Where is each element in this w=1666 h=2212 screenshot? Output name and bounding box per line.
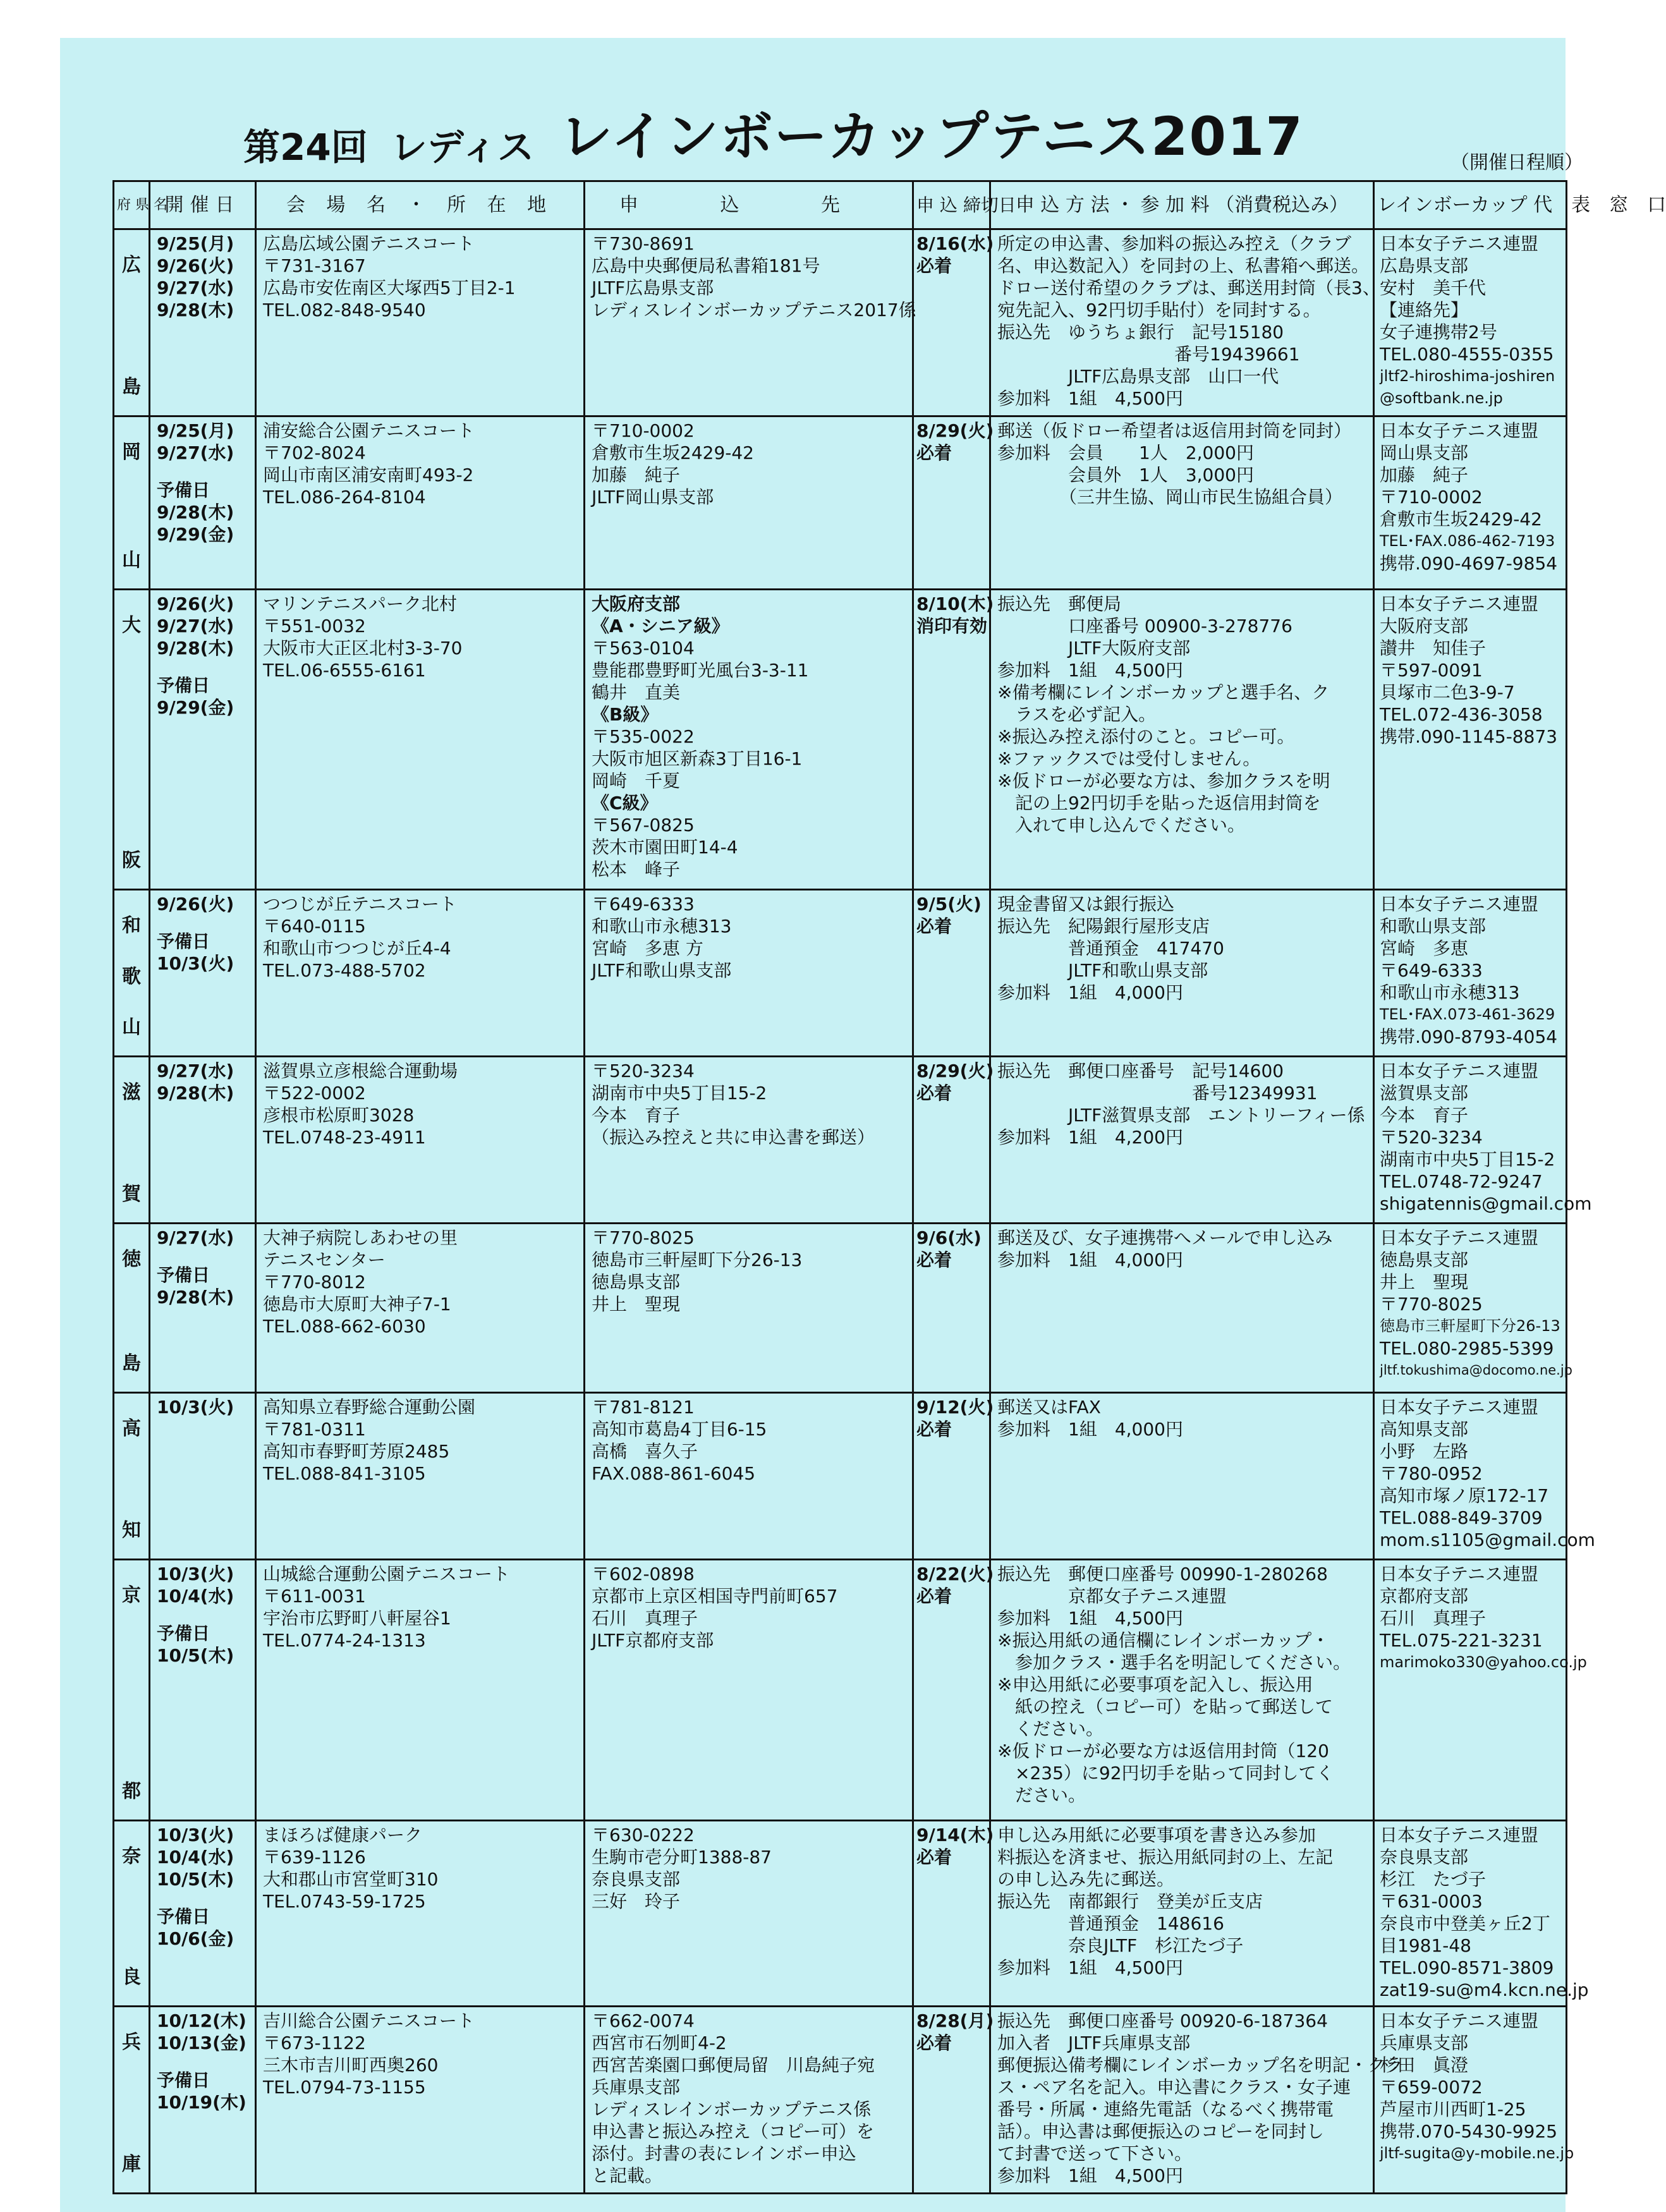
cell-dates xyxy=(150,590,256,890)
prefecture-char-top: 和 xyxy=(122,915,141,937)
venue-text: つつじが丘テニスコート 〒640-0115 和歌山市つつじが丘4-4 TEL.073-488-5702 xyxy=(263,894,457,981)
apply-b-text: 〒535-0022 大阪市旭区新森3丁目16-1 岡崎 千夏 xyxy=(592,726,803,791)
header-pref: 府 県 名 xyxy=(114,181,150,229)
prefecture-char-top: 岡 xyxy=(122,441,141,463)
cell-deadline xyxy=(913,890,990,1057)
cell-deadline xyxy=(913,590,994,890)
rep-extra-text: 携帯.090-8793-4054 xyxy=(1380,1026,1558,1047)
prefecture-char-top: 京 xyxy=(122,1584,141,1607)
cell-representative xyxy=(1374,1393,1595,1560)
table-row xyxy=(114,1821,1567,2007)
event-dates: 9/25(月) 9/27(水) xyxy=(157,420,234,463)
cell-apply-to xyxy=(585,890,913,1057)
prefecture-char-bottom: 賀 xyxy=(122,1183,141,1205)
cell-venue xyxy=(256,890,585,1057)
rep-text: 日本女子テニス連盟 京都府支部 石川 真理子 TEL.075-221-3231 xyxy=(1380,1564,1543,1651)
venue-text: 浦安総合公園テニスコート 〒702-8024 岡山市南区浦安南町493-2 TEL.086-264-8104 xyxy=(263,420,475,507)
apply-b-head: 《B級》 xyxy=(592,704,659,725)
prefecture-char-bottom: 良 xyxy=(122,1966,141,1988)
reserve-dates: 10/6(金) xyxy=(157,1928,234,1949)
rep-text: 日本女子テニス連盟 岡山県支部 加藤 純子 〒710-0002 倉敷市生坂2429-42 xyxy=(1380,420,1542,530)
cell-representative xyxy=(1374,416,1567,590)
deadline-text: 9/5(火) 必着 xyxy=(916,894,982,937)
title-main: レインボーカップテニス2017 xyxy=(559,106,1304,167)
event-dates: 9/26(火) xyxy=(157,894,234,915)
rep-text: 日本女子テニス連盟 奈良県支部 杉江 たづ子 〒631-0003 奈良市中登美ヶ丘2丁 目1981-48 TEL.090-8571-3809 zat19-su@m4.kcn.ne.jp xyxy=(1380,1825,1589,2000)
reserve-dates: 9/28(木) 9/29(金) xyxy=(157,502,234,545)
header-row xyxy=(114,181,1567,229)
cell-method xyxy=(990,1393,1374,1560)
cell-apply-to xyxy=(585,590,913,890)
table-row xyxy=(114,1560,1567,1821)
cell-venue xyxy=(256,1057,585,1224)
prefecture-char-bottom: 山 xyxy=(122,549,141,571)
reserve-label: 予備日 xyxy=(157,480,210,501)
table-row xyxy=(114,1224,1567,1393)
cell-deadline xyxy=(913,1057,994,1224)
apply-text: 〒520-3234 湖南市中央5丁目15-2 今本 育子 （振込み控えと共に申込書を郵送） xyxy=(592,1060,875,1148)
cell-venue xyxy=(256,2007,585,2194)
prefecture-char-bottom: 知 xyxy=(122,1519,141,1541)
title-edition: 第24回 xyxy=(243,126,368,169)
cell-prefecture xyxy=(114,1560,150,1821)
rep-text: 日本女子テニス連盟 徳島県支部 井上 聖現 〒770-8025 xyxy=(1380,1227,1538,1315)
prefecture-char-mid: 歌 xyxy=(122,965,141,988)
cell-venue xyxy=(256,1560,585,1821)
venue-text: マリンテニスパーク北村 〒551-0032 大阪市大正区北村3-3-70 TEL.06-6555-6161 xyxy=(263,593,463,681)
cell-deadline xyxy=(913,1560,994,1821)
rep-small-text: TEL･FAX.073-461-3629 xyxy=(1380,1006,1555,1023)
method-text: 振込先 郵便口座番号 記号14600 番号12349931 JLTF滋賀県支部 エントリーフィー係 参加料 1組 4,200円 xyxy=(997,1060,1365,1148)
cell-representative xyxy=(1374,1057,1592,1224)
cell-prefecture xyxy=(114,1057,150,1224)
rep-email: jltf.tokushima@docomo.ne.jp xyxy=(1380,1363,1573,1378)
table-row xyxy=(114,2007,1567,2194)
prefecture-char-bottom: 庫 xyxy=(122,2153,141,2175)
cell-prefecture xyxy=(114,416,150,590)
order-note: （開催日程順） xyxy=(1450,152,1583,174)
cell-venue xyxy=(256,1393,585,1560)
prefecture-char-top: 兵 xyxy=(122,2031,141,2053)
cell-apply-to xyxy=(585,229,916,416)
rep-text: 日本女子テニス連盟 広島県支部 安村 美千代 【連絡先】 女子連携帯2号 TEL.080-4555-0355 xyxy=(1380,233,1554,365)
rep-small-text: TEL･FAX.086-462-7193 xyxy=(1380,532,1555,550)
method-text: 郵送（仮ドロー希望者は返信用封筒を同封） 参加料 会員 1人 2,000円 会員外 1人 3,000円 （三井生協、岡山市民生協組合員） xyxy=(997,420,1352,507)
rep-text: 日本女子テニス連盟 兵庫県支部 杉田 眞澄 〒659-0072 芦屋市川西町1-25 携帯.070-5430-9925 xyxy=(1380,2010,1558,2142)
method-text: 郵送又はFAX 参加料 1組 4,000円 xyxy=(997,1397,1183,1440)
rep-text: 日本女子テニス連盟 滋賀県支部 今本 育子 〒520-3234 湖南市中央5丁目15-2 TEL.0748-72-9247 shigatennis@gmail.com xyxy=(1380,1060,1592,1214)
reserve-label: 予備日 xyxy=(157,675,210,696)
cell-representative xyxy=(1374,1821,1589,2007)
cell-method xyxy=(990,1560,1374,1821)
deadline-text: 9/6(水) 必着 xyxy=(916,1227,982,1270)
cell-method xyxy=(990,1821,1374,2007)
header-venue: 会 場 名 ・ 所 在 地 xyxy=(256,181,585,229)
deadline-text: 8/16(水) 必着 xyxy=(916,233,994,276)
cell-representative xyxy=(1374,590,1567,890)
cell-method xyxy=(990,229,1380,416)
venue-text: 吉川総合公園テニスコート 〒673-1122 三木市吉川町西奥260 TEL.0794-73-1155 xyxy=(263,2010,475,2098)
cell-method xyxy=(990,2007,1403,2194)
cell-dates xyxy=(150,1057,256,1224)
prefecture-char-top: 大 xyxy=(122,614,141,636)
cell-deadline xyxy=(913,416,994,590)
apply-head: 大阪府支部 《A・シニア級》 xyxy=(592,593,729,636)
venue-text: 高知県立春野総合運動公園 〒781-0311 高知市春野町芳原2485 TEL.088-841-3105 xyxy=(263,1397,476,1484)
apply-text: 〒730-8691 広島中央郵便局私書箱181号 JLTF広島県支部 レディスレインボーカップテニス2017係 xyxy=(592,233,916,320)
rep-small-text: 徳島市三軒屋町下分26-13 xyxy=(1380,1317,1560,1335)
cell-prefecture xyxy=(114,229,150,416)
cell-dates xyxy=(150,2007,256,2194)
cell-representative xyxy=(1374,1224,1573,1393)
rep-small-text: marimoko330@yahoo.co.jp xyxy=(1380,1653,1587,1671)
reserve-dates: 9/28(木) xyxy=(157,1287,234,1308)
apply-text: 〒563-0104 豊能郡豊野町光風台3-3-11 鶴井 直美 xyxy=(592,638,809,703)
prefecture-char-bottom: 島 xyxy=(122,376,141,398)
cell-venue xyxy=(256,1224,585,1393)
event-dates: 9/27(水) xyxy=(157,1227,234,1248)
cell-prefecture xyxy=(114,2007,150,2194)
cell-venue xyxy=(256,229,585,416)
table-row xyxy=(114,1057,1567,1224)
table-row xyxy=(114,416,1567,590)
cell-dates xyxy=(150,416,256,590)
reserve-dates: 10/3(火) xyxy=(157,953,234,974)
table-row xyxy=(114,1393,1567,1560)
header-deadline: 申 込 締切日 xyxy=(913,181,990,229)
prefecture-char-top: 滋 xyxy=(122,1081,141,1103)
cell-method xyxy=(990,416,1374,590)
cell-venue xyxy=(256,416,585,590)
method-text: 申し込み用紙に必要事項を書き込み参加 料振込を済ませ、振込用紙同封の上、左記 の申し込み先に郵送。 振込先 南都銀行 登美が丘支店 普通預金 148616 奈良JLTF 杉江たづ子 参加料 1組 4,500円 xyxy=(997,1825,1334,1978)
deadline-text: 8/10(木) 消印有効 xyxy=(916,593,994,636)
reserve-dates: 9/29(金) xyxy=(157,697,234,718)
cell-representative xyxy=(1374,890,1567,1057)
cell-method xyxy=(990,890,1374,1057)
cell-dates xyxy=(150,229,256,416)
apply-text: 〒781-8121 高知市葛島4丁目6-15 高橋 喜久子 FAX.088-861-6045 xyxy=(592,1397,767,1484)
apply-c-text: 〒567-0825 茨木市園田町14-4 松本 峰子 xyxy=(592,815,738,880)
deadline-text: 9/12(火) 必着 xyxy=(916,1397,994,1440)
rep-small-text: jltf2-hiroshima-joshiren @softbank.ne.jp xyxy=(1380,367,1555,407)
rep-text: 日本女子テニス連盟 高知県支部 小野 左路 〒780-0952 高知市塚ノ原172-17 TEL.088-849-3709 mom.s1105@gmail.com xyxy=(1380,1397,1595,1550)
cell-prefecture xyxy=(114,1393,150,1560)
deadline-text: 8/29(火) 必着 xyxy=(916,420,994,463)
apply-text: 〒710-0002 倉敷市生坂2429-42 加藤 純子 JLTF岡山県支部 xyxy=(592,420,754,507)
prefecture-char-top: 奈 xyxy=(122,1845,141,1868)
rep-text: 日本女子テニス連盟 和歌山県支部 宮崎 多恵 〒649-6333 和歌山市永穂313 xyxy=(1380,894,1538,1003)
method-text: 振込先 郵便口座番号 00920-6-187364 加入者 JLTF兵庫県支部 郵便振込備考欄にレインボーカップ名を明記・クラ ス・ペア名を記入。申込書にクラス・女子連 番号・所属・連絡先電話（なるべく携帯電 話）。申込書は郵便振込のコピーを同封し て封書で送って下さい。 参加料 1組 4,500円 xyxy=(997,2010,1403,2186)
table-row xyxy=(114,890,1567,1057)
venue-text: 広島広域公園テニスコート 〒731-3167 広島市安佐南区大塚西5丁目2-1 TEL.082-848-9540 xyxy=(263,233,516,320)
title-ladies: レディス xyxy=(390,126,535,169)
cell-apply-to xyxy=(585,416,913,590)
venue-text: まほろば健康パーク 〒639-1126 大和郡山市宮堂町310 TEL.0743-59-1725 xyxy=(263,1825,439,1912)
cell-dates xyxy=(150,1224,256,1393)
table-row xyxy=(114,229,1567,416)
cell-dates xyxy=(150,1393,256,1560)
cell-apply-to xyxy=(585,1393,913,1560)
method-text: 振込先 郵便口座番号 00990-1-280268 京都女子テニス連盟 参加料 1組 4,500円 ※振込用紙の通信欄にレインボーカップ・ 参加クラス・選手名を明記してください。 ※申込用紙に必要事項を記入し、振込用 紙の控え（コピー可）を貼って郵送して ください。 ※仮ドローが必要な方は返信用封筒（120 ×235）に92円切手を貼って同封してく ださい。 xyxy=(997,1564,1351,1806)
venue-text: 山城総合運動公園テニスコート 〒611-0031 宇治市広野町八軒屋谷1 TEL.0774-24-1313 xyxy=(263,1564,510,1651)
deadline-text: 8/28(月) 必着 xyxy=(916,2010,994,2053)
prefecture-char-bottom: 阪 xyxy=(122,849,141,872)
page-title xyxy=(243,76,1318,171)
event-dates: 10/3(火) xyxy=(157,1397,234,1418)
cell-venue xyxy=(256,590,585,890)
venue-text: 滋賀県立彦根総合運動場 〒522-0002 彦根市松原町3028 TEL.0748-23-4911 xyxy=(263,1060,458,1148)
cell-dates xyxy=(150,1560,256,1821)
cell-deadline xyxy=(913,1821,994,2007)
prefecture-char-top: 高 xyxy=(122,1418,141,1440)
method-text: 振込先 郵便局 口座番号 00900-3-278776 JLTF大阪府支部 参加料 1組 4,500円 ※備考欄にレインボーカップと選手名、ク ラスを必ず記入。 ※振込み控え添付のこと。コピー可。 ※ファックスでは受付しません。 ※仮ドローが必要な方は、参加クラスを明 記の上92円切手を貼った返信用封筒を 入れて申し込んでください。 xyxy=(997,593,1330,836)
apply-text: 〒630-0222 生駒市壱分町1388-87 奈良県支部 三好 玲子 xyxy=(592,1825,772,1912)
cell-apply-to xyxy=(585,1560,913,1821)
reserve-label: 予備日 xyxy=(157,1906,210,1927)
cell-representative xyxy=(1374,229,1567,416)
reserve-label: 予備日 xyxy=(157,931,210,952)
deadline-text: 8/22(火) 必着 xyxy=(916,1564,994,1607)
schedule-body xyxy=(114,229,1595,2194)
schedule-table xyxy=(112,180,1666,2194)
rep-extra-text: 携帯.090-4697-9854 xyxy=(1380,553,1558,574)
event-dates: 10/3(火) 10/4(水) xyxy=(157,1564,234,1607)
cell-method xyxy=(990,1224,1374,1393)
reserve-label: 予備日 xyxy=(157,1265,210,1285)
cell-deadline xyxy=(913,1393,994,1560)
cell-deadline xyxy=(913,1224,990,1393)
reserve-label: 予備日 xyxy=(157,1623,210,1644)
deadline-text: 9/14(木) 必着 xyxy=(916,1825,994,1868)
venue-text: 大神子病院しあわせの里 テニスセンター 〒770-8012 徳島市大原町大神子7-1 TEL.088-662-6030 xyxy=(263,1227,458,1337)
prefecture-char-top: 徳 xyxy=(122,1248,141,1270)
cell-dates xyxy=(150,1821,256,2007)
method-text: 所定の申込書、参加料の振込み控え（クラブ 名、申込数記入）を同封の上、私書箱へ郵送。 ドロー送付希望のクラブは、郵送用封筒（長3、 宛先記入、92円切手貼付）を同封する。 振込先 ゆうちょ銀行 記号15180 番号19439661 JLTF広島県支部 山口一代 参加料 1組 4,500円 xyxy=(997,233,1380,409)
header-date: 開催日 xyxy=(150,181,256,229)
header-apply-to: 申 込 先 xyxy=(585,181,913,229)
event-dates: 10/3(火) 10/4(水) 10/5(木) xyxy=(157,1825,234,1890)
apply-c-head: 《C級》 xyxy=(592,793,658,813)
prefecture-char-top: 広 xyxy=(122,254,141,276)
cell-prefecture xyxy=(114,1821,150,2007)
reserve-dates: 10/19(木) xyxy=(157,2092,246,2113)
rep-extra-text: TEL.080-2985-5399 xyxy=(1380,1338,1554,1359)
prefecture-char-bottom: 山 xyxy=(122,1016,141,1038)
cell-apply-to xyxy=(585,1821,913,2007)
cell-prefecture xyxy=(114,1224,150,1393)
deadline-text: 8/29(火) 必着 xyxy=(916,1060,994,1103)
cell-dates xyxy=(150,890,256,1057)
cell-prefecture xyxy=(114,890,150,1057)
cell-method xyxy=(990,1057,1374,1224)
cell-apply-to xyxy=(585,1224,913,1393)
apply-text: 〒602-0898 京都市上京区相国寺門前町657 石川 真理子 JLTF京都府支部 xyxy=(592,1564,838,1651)
reserve-label: 予備日 xyxy=(157,2070,210,2091)
reserve-dates: 10/5(木) xyxy=(157,1645,234,1666)
event-dates: 9/27(水) 9/28(木) xyxy=(157,1060,234,1103)
rep-small-text: jltf-sugita@y-mobile.ne.jp xyxy=(1380,2144,1574,2162)
header-representative: レインボーカップ 代 表 窓 口 xyxy=(1374,181,1567,229)
rep-text: 日本女子テニス連盟 大阪府支部 讃井 知佳子 〒597-0091 貝塚市二色3-9-7 TEL.072-436-3058 携帯.090-1145-8873 xyxy=(1380,593,1558,747)
apply-text: 〒649-6333 和歌山市永穂313 宮崎 多恵 方 JLTF和歌山県支部 xyxy=(592,894,732,981)
apply-text: 〒662-0074 西宮市石刎町4-2 西宮苦楽園口郵便局留 川島純子宛 兵庫県支部 レディスレインボーカップテニス係 申込書と振込み控え（コピー可）を 添付。封書の表にレインボー申込 と記載。 xyxy=(592,2010,875,2186)
cell-apply-to xyxy=(585,1057,913,1224)
cell-representative xyxy=(1374,1560,1587,1821)
prefecture-char-bottom: 島 xyxy=(122,1352,141,1375)
cell-deadline xyxy=(913,229,994,416)
cell-apply-to xyxy=(585,2007,913,2194)
apply-text: 〒770-8025 徳島市三軒屋町下分26-13 徳島県支部 井上 聖現 xyxy=(592,1227,803,1315)
event-dates: 10/12(木) 10/13(金) xyxy=(157,2010,246,2053)
table-row xyxy=(114,590,1567,890)
event-dates: 9/26(火) 9/27(水) 9/28(木) xyxy=(157,593,234,659)
method-text: 現金書留又は銀行振込 振込先 紀陽銀行屋形支店 普通預金 417470 JLTF和歌山県支部 参加料 1組 4,000円 xyxy=(997,894,1224,1003)
header-method: 申 込 方 法 ・ 参 加 料 （消費税込み） xyxy=(990,181,1374,229)
method-text: 郵送及び、女子連携帯へメールで申し込み 参加料 1組 4,000円 xyxy=(997,1227,1333,1270)
prefecture-char-bottom: 都 xyxy=(122,1780,141,1802)
cell-venue xyxy=(256,1821,585,2007)
cell-prefecture xyxy=(114,590,150,890)
cell-method xyxy=(990,590,1374,890)
event-dates: 9/25(月) 9/26(火) 9/27(水) 9/28(木) xyxy=(157,233,234,320)
cell-representative xyxy=(1374,2007,1574,2194)
cell-deadline xyxy=(913,2007,994,2194)
